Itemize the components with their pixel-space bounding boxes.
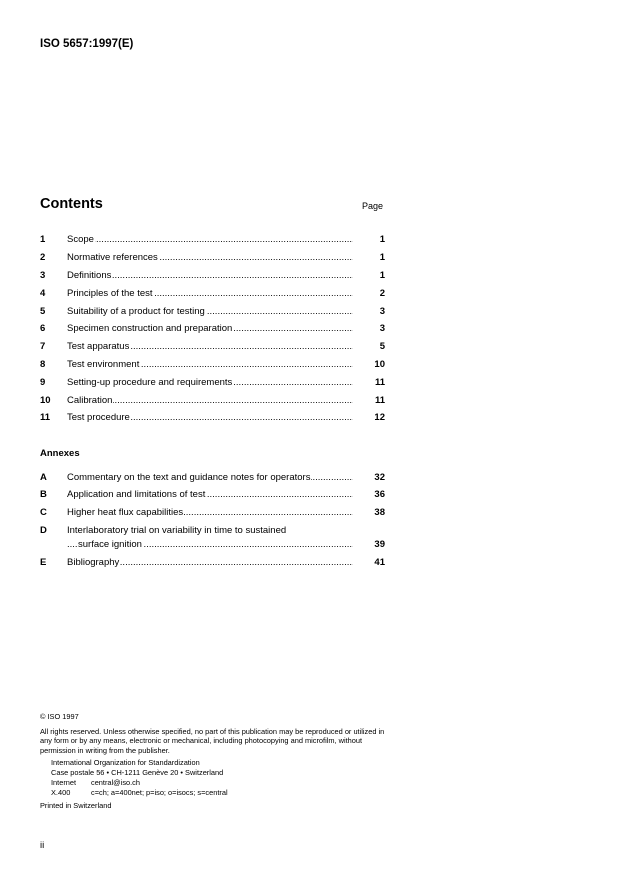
toc-number: 10 [40, 395, 51, 406]
toc-page: 12 [374, 412, 385, 423]
toc-page: 11 [374, 377, 385, 388]
rights-statement: All rights reserved. Unless otherwise specified, no part of this publication may be reproduced or utilized in any form or by any means, electronic or mechanical, including photocopying and microfilm, without permission in writing from the publisher. [40, 727, 385, 755]
toc-number: 7 [40, 341, 46, 352]
toc-title: Calibration [67, 395, 113, 406]
toc-number: 3 [40, 270, 46, 281]
toc-page: 5 [379, 341, 385, 352]
toc-title: Specimen construction and preparation [67, 323, 233, 334]
copyright-notice: © ISO 1997 [40, 712, 79, 721]
toc-entry[interactable] [40, 269, 385, 283]
toc-number: 2 [40, 252, 46, 263]
toc-entry[interactable] [40, 305, 385, 319]
toc-entry[interactable] [40, 251, 385, 265]
document-id: ISO 5657:1997(E) [40, 38, 134, 50]
postal-address: Case postale 56 • CH-1211 Genève 20 • Switzerland [51, 768, 224, 777]
annex-page: 32 [374, 472, 385, 483]
page-column-label: Page [362, 201, 384, 211]
toc-page: 3 [379, 306, 385, 317]
toc-number: 5 [40, 306, 46, 317]
contents-heading: Contents [40, 196, 103, 212]
annex-entry[interactable] [40, 506, 385, 520]
org-name: International Organization for Standardization [51, 758, 200, 767]
toc-number: 9 [40, 377, 46, 388]
toc-page: 1 [379, 252, 385, 263]
toc-number: 6 [40, 323, 46, 334]
annex-title-line2: surface ignition [78, 539, 142, 550]
annex-title: Bibliography [67, 557, 120, 568]
internet-label: Internet [51, 778, 77, 787]
annexes-heading: Annexes [40, 448, 80, 459]
toc-entry[interactable] [40, 358, 385, 372]
annex-page: 39 [374, 539, 385, 550]
annex-letter: D [40, 525, 47, 536]
toc-number: 4 [40, 288, 46, 299]
annex-letter: A [40, 472, 47, 483]
toc-entry[interactable] [40, 287, 385, 301]
internet-address[interactable]: central@iso.ch [91, 778, 140, 787]
toc-number: 8 [40, 359, 46, 370]
annex-title-line1: Interlaboratory trial on variability in time to sustained [67, 525, 287, 536]
toc-entry[interactable] [40, 233, 385, 247]
toc-title: Scope [67, 234, 94, 245]
annex-page: 36 [374, 489, 385, 500]
toc-entry[interactable] [40, 394, 385, 408]
annex-page: 41 [374, 557, 385, 568]
toc-entry[interactable] [40, 340, 385, 354]
toc-title: Test environment [67, 359, 140, 370]
annex-letter: C [40, 507, 47, 518]
annex-title: Commentary on the text and guidance notes for operators [67, 472, 311, 483]
x400-address: c=ch; a=400net; p=iso; o=isocs; s=central [91, 788, 228, 797]
toc-title: Normative references [67, 252, 158, 263]
toc-page: 2 [379, 288, 385, 299]
toc-page: 3 [379, 323, 385, 334]
publisher-address [51, 758, 228, 798]
toc-number: 1 [40, 234, 46, 245]
toc-title: Test apparatus [67, 341, 130, 352]
toc-page: 1 [379, 270, 385, 281]
annex-letter: E [40, 557, 47, 568]
toc-page: 10 [374, 359, 385, 370]
annex-page: 38 [374, 507, 385, 518]
annex-title: Application and limitations of test [67, 489, 206, 500]
annex-entry[interactable] [40, 524, 385, 554]
x400-label: X.400 [51, 788, 71, 797]
page-number: ii [40, 840, 45, 851]
toc-title: Setting-up procedure and requirements [67, 377, 233, 388]
annex-entry[interactable] [40, 556, 385, 570]
toc-entry[interactable] [40, 322, 385, 336]
annex-letter: B [40, 489, 47, 500]
toc-entry[interactable] [40, 376, 385, 390]
annex-entry[interactable] [40, 471, 385, 485]
annex-entry[interactable] [40, 488, 385, 502]
toc-page: 11 [374, 395, 385, 406]
toc-number: 11 [40, 412, 51, 423]
toc-title: Definitions [67, 270, 112, 281]
toc-title: Suitability of a product for testing [67, 306, 205, 317]
annex-title: Higher heat flux capabilities [67, 507, 184, 518]
toc-title: Principles of the test [67, 288, 153, 299]
printed-location: Printed in Switzerland [40, 801, 112, 810]
toc-page: 1 [379, 234, 385, 245]
toc-entry[interactable] [40, 411, 385, 425]
toc-title: Test procedure [67, 412, 130, 423]
